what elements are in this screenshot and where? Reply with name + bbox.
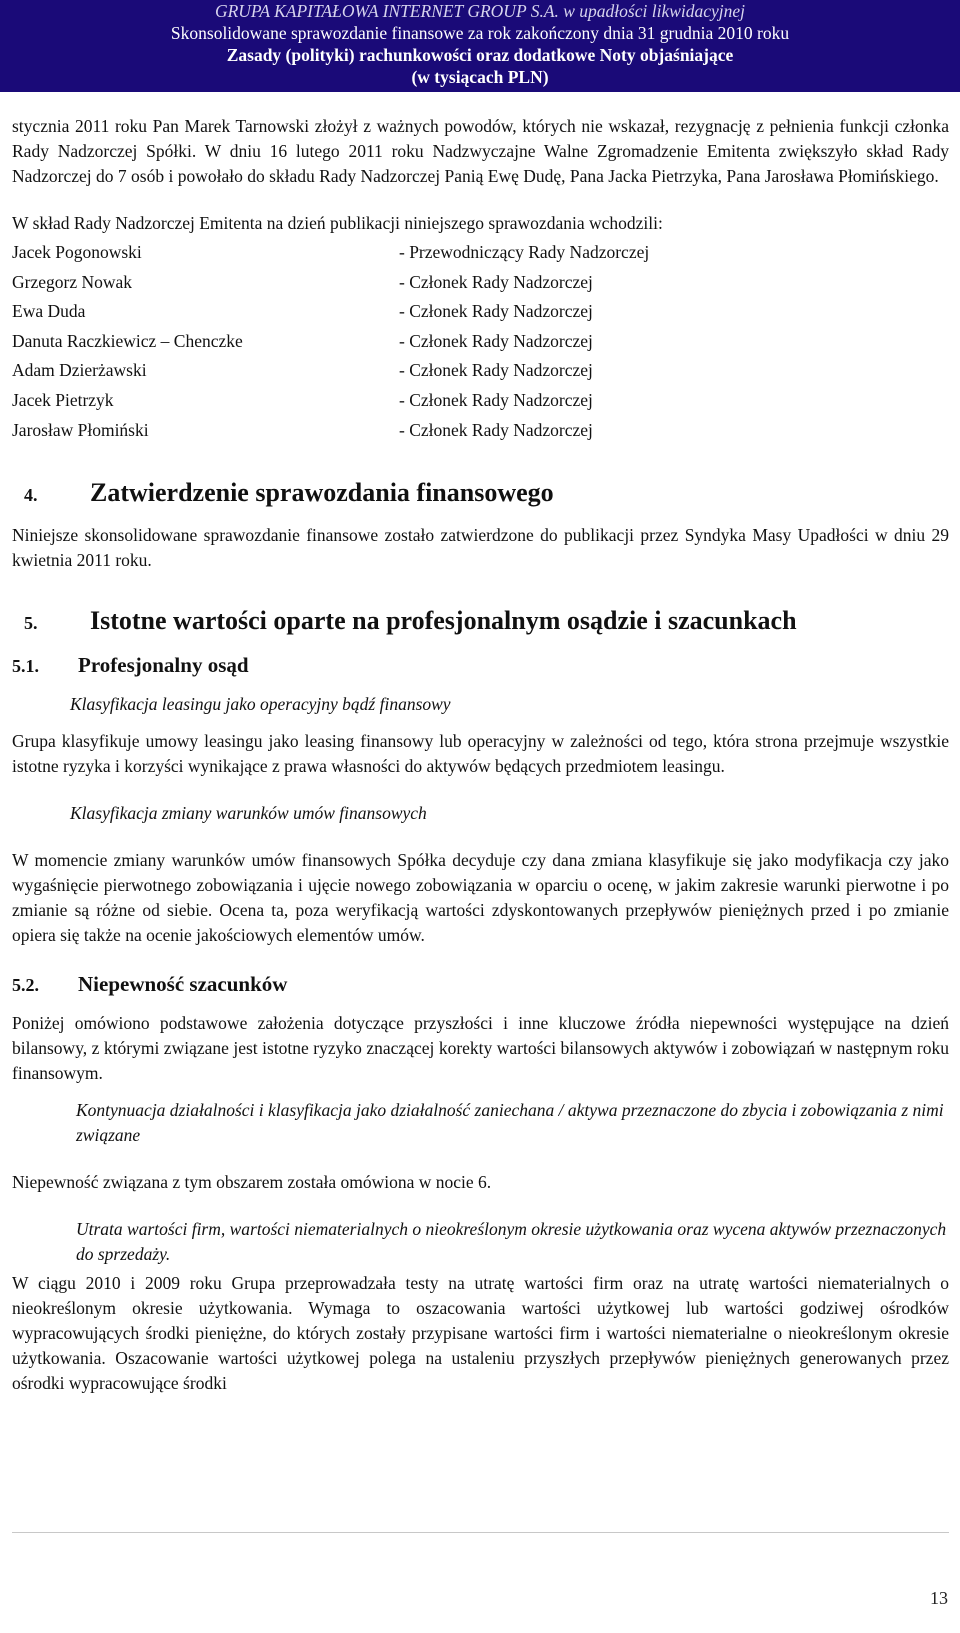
board-members-list (12, 238, 949, 445)
header-section-title: Zasady (polityki) rachunkowości oraz dodatkowe Noty objaśniające (226, 45, 734, 65)
member-name: Adam Dzierżawski (12, 360, 147, 381)
subheading-contract-changes: Klasyfikacja zmiany warunków umów finansowych (70, 803, 427, 824)
subheading-impairment: Utrata wartości firm, wartości niematerialnych o nieokreślonym okresie użytkowania oraz wycena aktywów przeznaczonych do sprzedaży. (76, 1219, 947, 1265)
header-company: GRUPA KAPITAŁOWA INTERNET GROUP S.A. w upadłości likwidacyjnej (214, 1, 746, 21)
section-5-2-heading (12, 970, 949, 999)
board-member (12, 356, 949, 386)
section-number: 5.2. (12, 975, 39, 996)
leasing-text: Grupa klasyfikuje umowy leasingu jako leasing finansowy lub operacyjny w zależności od tego, która strona przejmuje wszystkie istotne ryzyka i korzyści wynikające z prawa własności do aktywów będących przedmiotem leasingu. (12, 731, 949, 777)
member-role: - Członek Rady Nadzorczej (399, 389, 593, 410)
section-number: 5.1. (12, 656, 39, 677)
footer-divider (12, 1532, 949, 1533)
section-title: Niepewność szacunków (78, 972, 288, 997)
member-name: Grzegorz Nowak (12, 271, 133, 292)
going-concern-text: Niepewność związana z tym obszarem została omówiona w nocie 6. (12, 1172, 492, 1193)
member-role: - Przewodniczący Rady Nadzorczej (399, 242, 650, 262)
section-title: Profesjonalny osąd (78, 653, 249, 678)
contract-changes-text: W momencie zmiany warunków umów finansowych Spółka decyduje czy dana zmiana klasyfikuje się jako modyfikacja czy jako wygaśnięcie pierwotnego zobowiązania i ujęcie nowego zobowiązania w oparciu o ocenę, w jakim zakresie warunki pierwotne i po zmianie są różne od siebie. Ocena ta, poza weryfikacją wartości zdyskontowanych przepływów pieniężnych przed i po zmianie opiera się także na ocenie jakościowych elementów umów. (12, 850, 949, 946)
board-intro: W skład Rady Nadzorczej Emitenta na dzień publikacji niniejszego sprawozdania wchodzili: (12, 213, 663, 233)
member-role: - Członek Rady Nadzorczej (399, 301, 593, 322)
subheading-leasing: Klasyfikacja leasingu jako operacyjny bądź finansowy (70, 694, 451, 715)
header-currency: (w tysiącach PLN) (411, 67, 549, 87)
member-role: - Członek Rady Nadzorczej (399, 360, 593, 381)
member-role: - Członek Rady Nadzorczej (399, 271, 593, 292)
document-header (0, 0, 960, 92)
section-number: 5. (24, 613, 38, 634)
board-member (12, 238, 949, 268)
subheading-going-concern: Kontynuacja działalności i klasyfikacja jako działalność zaniechana / aktywa przeznaczone do zbycia i zobowiązania z nimi związane (76, 1100, 944, 1146)
section-5-heading (12, 605, 949, 639)
section-4-text: Niniejsze skonsolidowane sprawozdanie finansowe zostało zatwierdzone do publikacji przez Syndyka Masy Upadłości w dniu 29 kwietnia 2011 roku. (12, 525, 949, 571)
board-member (12, 297, 949, 327)
member-role: - Członek Rady Nadzorczej (399, 419, 593, 440)
section-number: 4. (24, 485, 38, 506)
section-5-1-heading (12, 651, 949, 680)
board-member (12, 327, 949, 357)
document-body (12, 114, 949, 1396)
board-member (12, 268, 949, 298)
member-name: Ewa Duda (12, 301, 86, 322)
intro-paragraph: stycznia 2011 roku Pan Marek Tarnowski złożył z ważnych powodów, których nie wskazał, rezygnację z pełnienia funkcji członka Rady Nadzorczej Spółki. W dniu 16 lutego 2011 roku Nadzwyczajne Walne Zgromadzenie Emitenta zwiększyło skład Rady Nadzorczej do 7 osób i powołało do składu Rady Nadzorczej Panią Ewę Dudę, Pana Jacka Pietrzyka, Pana Jarosława Płomińskiego. (12, 116, 949, 186)
section-4-heading (12, 477, 949, 511)
page-number: 13 (930, 1588, 948, 1608)
member-name: Jacek Pietrzyk (12, 389, 114, 410)
member-name: Jacek Pogonowski (12, 242, 142, 262)
board-member (12, 386, 949, 416)
board-member (12, 416, 949, 446)
section-title: Zatwierdzenie sprawozdania finansowego (90, 478, 554, 508)
member-name: Jarosław Płomiński (12, 419, 149, 440)
impairment-text: W ciągu 2010 i 2009 roku Grupa przeprowadzała testy na utratę wartości firm oraz na utratę wartości niematerialnych o nieokreślonym okresie użytkowania. Wymaga to oszacowania wartości użytkowej lub wartości godziwej ośrodków wypracowujących środki pieniężne, do których zostały przypisane wartości firm i wartości niematerialne o nieokreślonym okresie użytkowania. Oszacowanie wartości użytkowej polega na ustaleniu przyszłych przepływów pieniężnych generowanych przez ośrodki wypracowujące środki (12, 1273, 949, 1394)
uncertainty-text: Poniżej omówiono podstawowe założenia dotyczące przyszłości i inne kluczowe źródła niepewności występujące na dzień bilansowy, z którymi związane jest istotne ryzyko znaczącej korekty wartości bilansowych aktywów i zobowiązań w następnym roku finansowym. (12, 1013, 949, 1084)
section-title: Istotne wartości oparte na profesjonalnym osądzie i szacunkach (90, 606, 797, 636)
member-name: Danuta Raczkiewicz – Chenczke (12, 330, 243, 351)
member-role: - Członek Rady Nadzorczej (399, 330, 593, 351)
header-report-title: Skonsolidowane sprawozdanie finansowe za rok zakończony dnia 31 grudnia 2010 roku (170, 23, 790, 43)
